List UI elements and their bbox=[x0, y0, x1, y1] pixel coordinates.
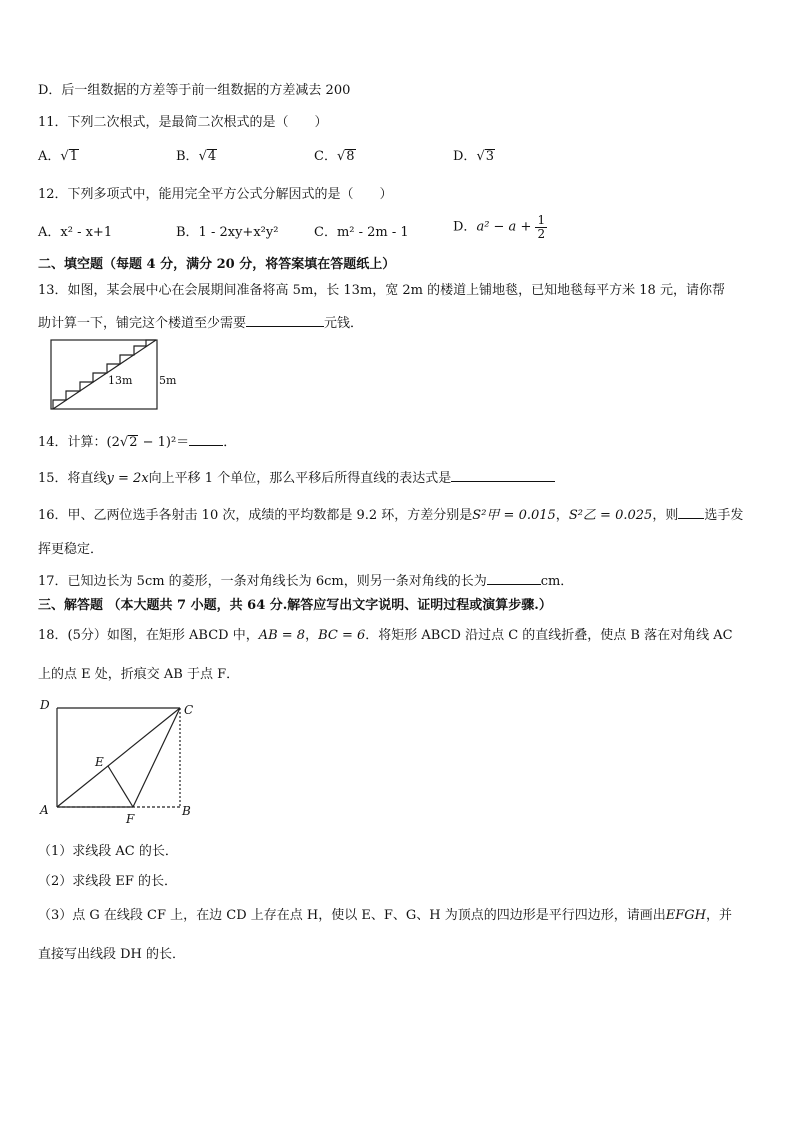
q12-stem: 12．下列多项式中，能用完全平方公式分解因式的是（ ） bbox=[38, 187, 393, 202]
q18-subquestion-1: （1）求线段 AC 的长． bbox=[38, 844, 178, 859]
q18-subquestion-3-a: （3）点 G 在线段 CF 上，在边 CD 上存在点 H，使以 E、F、G、H 为顶点的四边形是平行四边形，请画出 bbox=[38, 908, 666, 923]
q18-subquestion-3 bbox=[38, 907, 732, 925]
q18-subquestion-2: （2）求线段 EF 的长． bbox=[38, 874, 178, 889]
q12-option-d bbox=[453, 214, 547, 241]
q15 bbox=[38, 468, 555, 488]
q18-line-1-b: ．将矩形 ABCD 沿过点 C 的直线折叠，使点 B 落在对角线 AC bbox=[365, 628, 733, 643]
q14-expr-close: − 1)²＝ bbox=[138, 435, 190, 450]
q11-option-d-radicand: 3 bbox=[485, 149, 495, 164]
q16-line-2: 挥更稳定． bbox=[38, 542, 104, 557]
q14-prefix: 14．计算： bbox=[38, 435, 107, 450]
rectangle-fold-figure bbox=[34, 694, 204, 828]
q12-option-d-expr: a² − a + bbox=[476, 219, 536, 235]
q11-option-a-radicand: 1 bbox=[69, 149, 78, 164]
q15-answer-blank bbox=[451, 468, 555, 482]
fold-line-cf bbox=[133, 708, 180, 807]
q16-line-1-b: ，则 bbox=[652, 508, 679, 523]
sqrt-sign: √ bbox=[336, 149, 346, 164]
q14 bbox=[38, 432, 236, 452]
q16-separator: ， bbox=[555, 508, 569, 523]
q13-line-2-after: 元钱． bbox=[324, 316, 364, 331]
q18-line-2: 上的点 E 处，折痕交 AB 于点 F． bbox=[38, 667, 240, 682]
q17 bbox=[38, 571, 573, 591]
q18-line-1-a: 18．(5分）如图，在矩形 ABCD 中， bbox=[38, 628, 259, 643]
sqrt-sign: √ bbox=[119, 435, 129, 450]
q11-option-c bbox=[314, 148, 356, 166]
label-d: D bbox=[40, 698, 50, 712]
q18-subquestion-3-line-2: 直接写出线段 DH 的长． bbox=[38, 947, 186, 962]
label-f: F bbox=[126, 812, 135, 826]
section-2-heading: 二、填空题（每题 4 分，满分 20 分，将答案填在答题纸上） bbox=[38, 257, 396, 272]
section-3-heading: 三、解答题 （本大题共 7 小题，共 64 分.解答应写出文字说明、证明过程或演算步骤.） bbox=[38, 598, 552, 613]
q16-answer-blank bbox=[678, 505, 704, 519]
q11-option-a bbox=[38, 148, 79, 166]
label-e: E bbox=[95, 755, 104, 769]
segment-ef bbox=[108, 766, 133, 807]
q12-option-c: C．m² - 2m - 1 bbox=[314, 225, 409, 240]
q14-radicand: 2 bbox=[129, 435, 138, 450]
q11-option-b-radicand: 4 bbox=[207, 149, 217, 164]
q14-suffix: ． bbox=[223, 435, 237, 450]
q16-variance-yi: S²乙 = 0.025 bbox=[568, 508, 653, 523]
q13-answer-blank bbox=[246, 313, 324, 327]
q15-after: 向上平移 1 个单位，那么平移后所得直线的表达式是 bbox=[148, 471, 452, 486]
q17-before: 17．已知边长为 5cm 的菱形，一条对角线长为 6cm，则另一条对角线的长为 bbox=[38, 574, 487, 589]
q11-option-b-label: B． bbox=[176, 149, 199, 164]
q12-option-d-fraction bbox=[535, 214, 547, 241]
q11-option-a-label: A． bbox=[38, 149, 61, 164]
q18-subquestion-3-math: EFGH bbox=[665, 908, 706, 923]
q11-option-d bbox=[453, 148, 495, 166]
q11-option-d-label: D． bbox=[453, 149, 477, 164]
label-c: C bbox=[184, 703, 194, 717]
fraction-numerator: 1 bbox=[537, 213, 546, 227]
label-a: A bbox=[40, 803, 49, 817]
q12-option-d-label: D． bbox=[453, 219, 477, 235]
label-b: B bbox=[182, 804, 191, 818]
q11-option-c-label: C． bbox=[314, 149, 337, 164]
q10-option-d: D．后一组数据的方差等于前一组数据的方差减去 200 bbox=[38, 83, 351, 98]
q13-line-2-before: 助计算一下，铺完这个楼道至少需要 bbox=[38, 316, 247, 331]
sqrt-sign: √ bbox=[476, 149, 485, 164]
q18-line-1 bbox=[38, 627, 733, 645]
q16-line-1-c: 选手发 bbox=[704, 508, 744, 523]
q12-option-b: B．1 - 2xy+x²y² bbox=[176, 225, 279, 240]
sqrt-sign: √ bbox=[198, 149, 207, 164]
q15-before: 15．将直线 bbox=[38, 471, 107, 486]
q17-after: cm． bbox=[540, 574, 574, 589]
q12-option-a: A．x² - x+1 bbox=[38, 225, 113, 240]
q14-answer-blank bbox=[189, 432, 223, 446]
ramp-line bbox=[53, 340, 156, 409]
q17-answer-blank bbox=[487, 571, 541, 585]
q14-expr-open: (2 bbox=[106, 435, 120, 450]
q18-ab-value: AB = 8 bbox=[258, 628, 306, 643]
q11-stem: 11．下列二次根式，是最简二次根式的是（ ） bbox=[38, 115, 328, 130]
slant-length-label: 13m bbox=[108, 374, 133, 387]
diagonal-ac bbox=[57, 708, 180, 807]
q11-option-c-radicand: 8 bbox=[346, 149, 355, 164]
q16-line-1 bbox=[38, 505, 743, 525]
sqrt-sign: √ bbox=[60, 149, 69, 164]
q18-subquestion-3-b: ，并 bbox=[706, 908, 733, 923]
q13-line-1: 13．如图，某会展中心在会展期间准备将高 5m，长 13m，宽 2m 的楼道上铺地毯，已知地毯每平方米 18 元，请你帮 bbox=[38, 283, 725, 298]
q15-equation: y = 2x bbox=[106, 471, 149, 486]
q13-line-2 bbox=[38, 313, 363, 333]
q16-line-1-a: 16．甲、乙两位选手各射击 10 次，成绩的平均数都是 9.2 环，方差分别是 bbox=[38, 508, 473, 523]
q18-comma: ， bbox=[305, 628, 319, 643]
q11-option-b bbox=[176, 148, 217, 166]
fraction-denominator: 2 bbox=[537, 227, 546, 241]
height-label: 5m bbox=[159, 374, 177, 387]
q18-bc-value: BC = 6 bbox=[318, 628, 366, 643]
staircase-figure bbox=[50, 337, 177, 413]
q16-variance-jia: S²甲 = 0.015 bbox=[472, 508, 556, 523]
